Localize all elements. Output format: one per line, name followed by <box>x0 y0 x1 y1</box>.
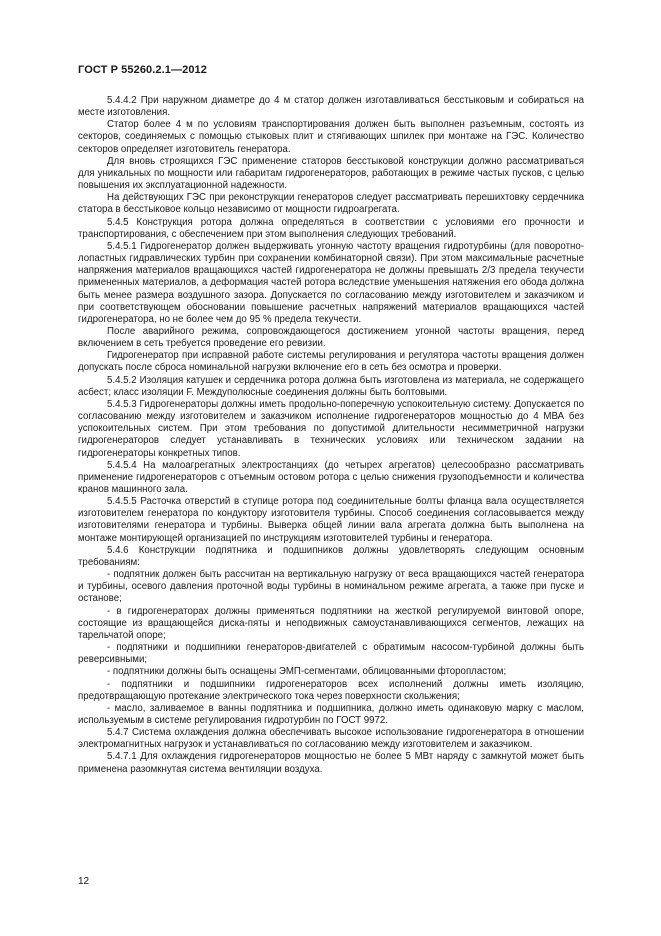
paragraph: Статор более 4 м по условиям транспортирования должен быть выполнен разъемным, состоять из секторов, соединяемых с помощью стыковых плит и стягивающих шпилек при монтаже на ГЭС. Количество секторов определяет изготовитель генератора. <box>78 119 584 155</box>
list-item: - подпятник должен быть рассчитан на вертикальную нагрузку от веса вращающихся частей генератора и турбины, осевого давления проточной воды турбины в номинальном режиме агрегата, а также при пуске и останове; <box>78 569 584 605</box>
list-item: - масло, заливаемое в ванны подпятника и подшипника, должно иметь одинаковую марку с маслом, используемым в системе регулирования гидротурбин по ГОСТ 9972. <box>78 702 584 726</box>
paragraph: После аварийного режима, сопровождающегося достижением угонной частоты вращения, перед включением в сеть требуется проведение его ревизии. <box>78 325 584 350</box>
paragraph-5-4-6: 5.4.6 Конструкции подпятника и подшипников должны удовлетворять следующим основным требованиям: <box>78 544 584 568</box>
paragraph-5-4-5-1: 5.4.5.1 Гидрогенератор должен выдерживать угонную частоту вращения гидротурбины (для поворотно-лопастных гидравлических турбин при сохранении комбинаторной связи). При этом максимальные расчетные напряжения материалов вращающихся частей гидрогенератора не должны превышать 2/3 предела текучести примененных материалов, а деформация частей ротора вследствие уменьшения натяжения его обода должна быть менее размера воздушного зазора. Допускается по согласованию между изготовителем и заказчиком и при соответствующем обосновании повышение расчетных напряжений материалов вращающихся частей гидрогенератора, но не более чем до 95 % предела текучести. <box>78 240 584 325</box>
page-number: 12 <box>78 876 90 887</box>
paragraph-5-4-5-2: 5.4.5.2 Изоляция катушек и сердечника ротора должна быть изготовлена из материала, не содержащего асбест; класс изоляции F. Междуполюсные соединения должны быть болтовыми. <box>78 374 584 398</box>
paragraph-5-4-5-4: 5.4.5.4 На малоагрегатных электростанциях (до четырех агрегатов) целесообразно рассматривать применение гидрогенераторов с отъемным остовом ротора с целью снижения грузоподъемности и количества кранов машинного зала. <box>78 459 584 495</box>
list-item: - подпятники и подшипники генераторов-двигателей с обратимым насосом-турбиной должны быть реверсивными; <box>78 642 584 666</box>
standard-header: ГОСТ Р 55260.2.1—2012 <box>78 64 207 76</box>
paragraph-5-4-5-5: 5.4.5.5 Расточка отверстий в ступице ротора под соединительные болты фланца вала осуществляется изготовителем генератора по кондуктору изготовителя турбины. Способ соединения согласовывается между изготовителями генератора и турбины. Выверка общей линии вала агрегата должна быть выполнена на монтаже монтирующей организацией по инструкциям изготовителей турбины и генератора. <box>78 496 584 544</box>
paragraph: На действующих ГЭС при реконструкции генераторов следует рассматривать перешихтовку сердечника статора в бесстыковое кольцо независимо от мощности гидроагрегата. <box>78 192 584 216</box>
paragraph-5-4-5: 5.4.5 Конструкция ротора должна определяться в соответствии с условиями его прочности и транспортирования, с обеспечением при этом выполнения следующих требований. <box>78 216 584 240</box>
document-body <box>78 95 584 776</box>
list-item: - в гидрогенераторах должны применяться подпятники на жесткой регулируемой винтовой опоре, состоящие из вращающейся диска-пяты и неподвижных самоустанавливающихся сегментов, лежащих на тарельчатой опоре; <box>78 605 584 641</box>
paragraph-5-4-7-1: 5.4.7.1 Для охлаждения гидрогенераторов мощностью не более 5 МВт наряду с замкнутой может быть применена разомкнутая система вентиляции воздуха. <box>78 751 584 775</box>
list-item: - подпятники должны быть оснащены ЭМП-сегментами, облицованными фторопластом; <box>107 666 507 678</box>
paragraph-5-4-4-2: 5.4.4.2 При наружном диаметре до 4 м статор должен изготавливаться бесстыковым и собираться на месте изготовления. <box>78 95 584 119</box>
paragraph-5-4-7: 5.4.7 Система охлаждения должна обеспечивать высокое использование гидрогенератора в отношении электромагнитных нагрузок и устанавливаться по согласованию между изготовителем и заказчиком. <box>78 727 584 751</box>
paragraph-5-4-5-3: 5.4.5.3 Гидрогенераторы должны иметь продольно-поперечную успокоительную систему. Допускается по согласованию между изготовителем и заказчиком исполнение гидрогенераторов мощностью до 4 МВА без успокоительных систем. При этом требования по допустимой длительности несимметричной нагрузки гидрогенераторов следует устанавливать в технических условиях или техническом задании на гидрогенераторы конкретных типов. <box>78 398 584 459</box>
paragraph: Гидрогенератор при исправной работе системы регулирования и регулятора частоты вращения должен допускать после сброса номинальной нагрузки включение его в сеть без осмотра и проверки. <box>78 350 584 374</box>
list-item: - подпятники и подшипники гидрогенераторов всех исполнений должны иметь изоляцию, предотвращающую протекание электрического тока через поверхности скольжения; <box>78 678 584 702</box>
paragraph: Для вновь строящихся ГЭС применение статоров бесстыковой конструкции должно рассматриваться для уникальных по мощности или габаритам гидрогенераторов, работающих в режиме частых пусков, с целью повышения их эксплуатационной надежности. <box>78 155 584 192</box>
